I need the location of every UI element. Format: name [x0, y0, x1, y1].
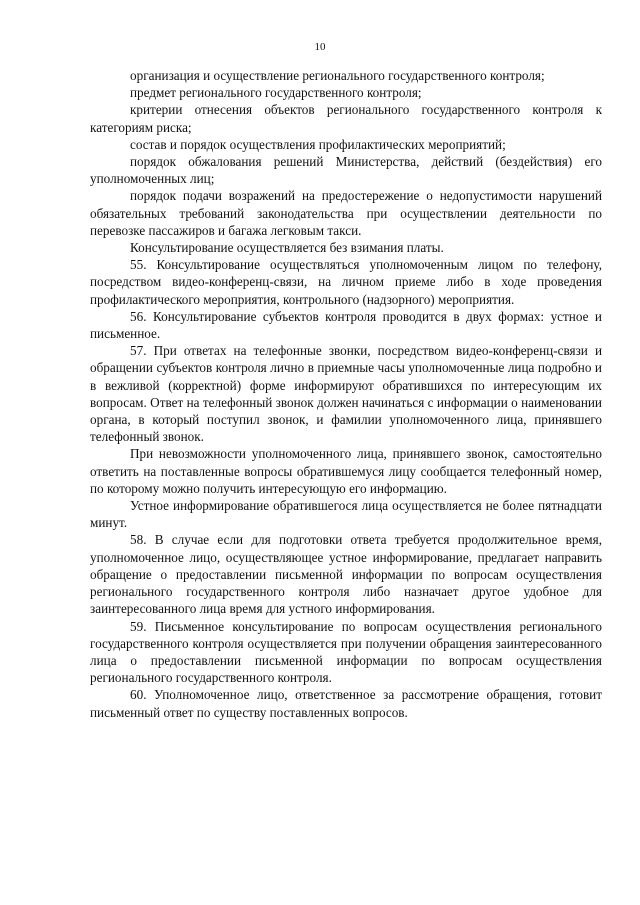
list-item-organization: организация и осуществление регионального государственного контроля; — [130, 68, 545, 83]
paragraph-59: 59. Письменное консультирование по вопросам осуществления регионального государственного контроля осуществляется при получении обращения заинтересованного лица о предоставлении письменной информации по вопросам осуществления регионального государственного контроля. — [90, 618, 602, 686]
list-item-preventive-measures: состав и порядок осуществления профилактических мероприятий; — [130, 136, 506, 152]
list-item-subject: предмет регионального государственного контроля; — [130, 85, 422, 101]
document-body — [90, 67, 602, 721]
paragraph-free-consulting: Консультирование осуществляется без взимания платы. — [130, 240, 444, 256]
paragraph-57: 57. При ответах на телефонные звонки, посредством видео-конференц-связи и обращении субъектов контроля лично в приемные часы уполномоченные лица подробно и в вежливой (корректной) форме информируют обратившихся по интересующим их вопросам. Ответ на телефонный звонок должен начинаться с информации о наименовании органа, в который поступил звонок, и фамилии уполномоченного лица, принявшего телефонный звонок. — [90, 343, 602, 445]
paragraph-55: 55. Консультирование осуществляться уполномоченным лицом по телефону, посредством видео-конференц-связи, на личном приеме либо в ходе проведения профилактического мероприятия, контрольного (надзорного) мероприятия. — [90, 257, 602, 307]
list-item-appeal-procedure: порядок обжалования решений Министерства, действий (бездействия) его уполномоченных лиц; — [90, 154, 602, 187]
list-item-risk-criteria: критерии отнесения объектов регионального государственного контроля к категориям риска; — [90, 102, 602, 135]
paragraph-58: 58. В случае если для подготовки ответа требуется продолжительное время, уполномоченное лицо, осуществляющее устное информирование, предлагает направить обращение о предоставлении письменной информации по вопросам осуществления регионального государственного контроля либо назначает другое удобное для заинтересованного лица время для устного информирования. — [90, 532, 602, 617]
page-number: 10 — [314, 41, 326, 53]
paragraph-57-duration: Устное информирование обратившегося лица осуществляется не более пятнадцати минут. — [90, 498, 602, 531]
paragraph-56: 56. Консультирование субъектов контроля проводится в двух формах: устное и письменное. — [90, 308, 602, 342]
paragraph-57-unable: При невозможности уполномоченного лица, принявшего звонок, самостоятельно ответить на поставленные вопросы обратившемуся лицу сообщается телефонный номер, по которому можно получить интересующую его информацию. — [90, 446, 602, 496]
list-item-objection-procedure: порядок подачи возражений на предостережение о недопустимости нарушений обязательных требований законодательства при осуществлении деятельности по перевозке пассажиров и багажа легковым такси. — [90, 188, 602, 238]
paragraph-60: 60. Уполномоченное лицо, ответственное за рассмотрение обращения, готовит письменный ответ по существу поставленных вопросов. — [90, 687, 602, 720]
